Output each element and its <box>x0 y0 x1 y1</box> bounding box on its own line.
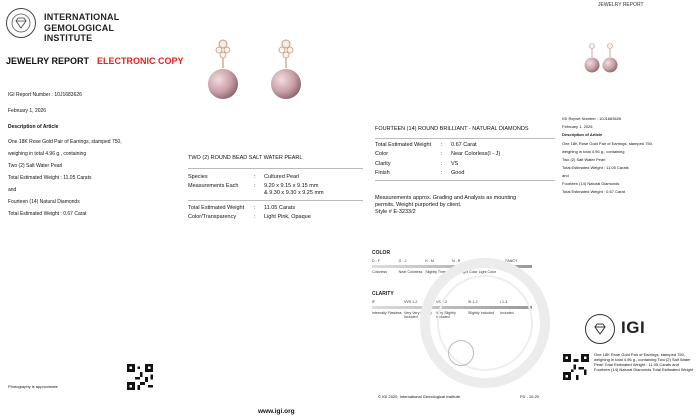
institute-name: INTERNATIONAL GEMOLOGICAL INSTITUTE <box>44 12 120 43</box>
earring-right-image <box>268 38 304 118</box>
pearl-row-weight: Total Estimated Weight : 11.05 Carats <box>188 204 296 211</box>
earring-left-image <box>205 38 241 118</box>
mini-line: Two (2) Salt Water Pearl <box>562 157 606 162</box>
igi-logo-text: IGI <box>621 318 646 337</box>
pearl-section <box>188 155 363 224</box>
photo-note: Photography is approximate <box>8 384 58 389</box>
desc-line: weighing in total 4.96 g., containing <box>8 151 87 157</box>
color-scale-title: COLOR <box>372 250 391 256</box>
diamond-notes: Measurements approx. Grading and Analysis as mounting permits. Weight purported by client. Style # E-3233/2 <box>375 195 517 216</box>
color-descriptions: Colorless Near Colorless Slightly Tinted Very Light Color Light Color <box>372 270 497 274</box>
color-grades: D - F G - J K - M N - R S - Z FANCY <box>372 259 518 263</box>
report-date: February 1, 2026 <box>8 108 47 114</box>
mini-date: February 1, 2026 <box>562 124 593 129</box>
mini-line: and <box>562 173 569 178</box>
mini-report-number: IGI Report Number : 10J1683626 <box>562 116 622 121</box>
mini-summary-line: weighing in total 4.96 g., containing Two (2) Salt Water <box>594 357 691 362</box>
description-column <box>8 92 168 223</box>
igi-seal-icon <box>6 8 36 38</box>
diamond-section <box>375 126 555 216</box>
report-number: IGI Report Number : 10J1683626 <box>8 92 82 98</box>
clarity-descriptions: Internally Flawless Very Very Slightly Included Very Slightly Included Slightly Included Included <box>372 311 514 319</box>
mini-line: One 18K Rose Gold Pair of Earrings, stamped 750, <box>562 141 653 146</box>
mini-heading: Description of Article <box>562 132 603 137</box>
diamond-row-clarity: Clarity : VS <box>375 160 459 167</box>
mini-summary-line: One 18K Rose Gold Pair of Earrings, stamped 750, <box>594 352 685 357</box>
report-title: JEWELRY REPORT <box>6 56 90 66</box>
diamond-row-color: Color : Near Colorless(I - J) <box>375 151 501 158</box>
mini-line: Total Estimated Weight : 11.05 Carats <box>562 165 629 170</box>
mini-summary <box>594 352 698 372</box>
desc-line: Total Estimated Weight : 11.05 Carats <box>8 175 92 181</box>
mini-summary-line: Pearl Total Estimated Weight : 11.05 Carats and <box>594 362 679 367</box>
desc-line: Fourteen (14) Natural Diamonds <box>8 199 80 205</box>
clarity-scale-title: CLARITY <box>372 291 394 297</box>
mini-summary-line: Fourteen (14) Natural Diamonds Total Estimated Weight <box>594 367 694 372</box>
diamond-row-finish: Finish : Good <box>375 170 465 177</box>
gem-seal-icon <box>448 340 474 366</box>
pearl-row-species: Species : Cultured Pearl <box>188 173 300 180</box>
desc-line: One 18K Rose Gold Pair of Earrings, stamped 750, <box>8 139 122 145</box>
pearl-row-color: Color/Transparency : Light Pink, Opaque <box>188 214 311 221</box>
pearl-row-measurements-2: & 9.30 x 9.30 x 9.25 mm <box>264 189 324 196</box>
mini-qr-code-icon[interactable] <box>563 354 589 380</box>
right-report-title: JEWELRY REPORT <box>598 2 644 8</box>
desc-line: and <box>8 187 17 193</box>
description-heading: Description of Article <box>8 124 59 130</box>
igi-logo-icon <box>585 314 615 344</box>
copyright: © IGI 2020, International Gemological Institute <box>378 394 461 399</box>
website-link[interactable]: www.igi.org <box>258 408 295 415</box>
clarity-grades: IF VVS 1-2 VS 1-2 SI 1-2 I 1-3 <box>372 300 508 304</box>
qr-code-icon[interactable] <box>127 364 153 390</box>
mini-line: weighing in total 4.96 g., containing <box>562 149 625 154</box>
diamond-heading: FOURTEEN (14) ROUND BRILLIANT - NATURAL DIAMONDS <box>375 126 529 132</box>
desc-line: Two (2) Salt Water Pearl <box>8 163 63 169</box>
mini-line: Total Estimated Weight : 0.67 Carat <box>562 189 625 194</box>
mini-description <box>562 116 694 194</box>
diamond-row-weight: Total Estimated Weight : 0.67 Carat <box>375 141 477 148</box>
pearl-heading: TWO (2) ROUND BEAD SALT WATER PEARL <box>188 155 303 161</box>
desc-line: Total Estimated Weight : 0.67 Carat <box>8 211 87 217</box>
mini-earrings-image <box>582 40 622 86</box>
pearl-row-measurements: Measurements Each : 9.20 x 9.15 x 9.15 mm <box>188 183 319 190</box>
form-code: FD - 10.20 <box>520 394 539 399</box>
electronic-copy-label: ELECTRONIC COPY <box>97 56 184 66</box>
mini-line: Fourteen (14) Natural Diamonds <box>562 181 620 186</box>
